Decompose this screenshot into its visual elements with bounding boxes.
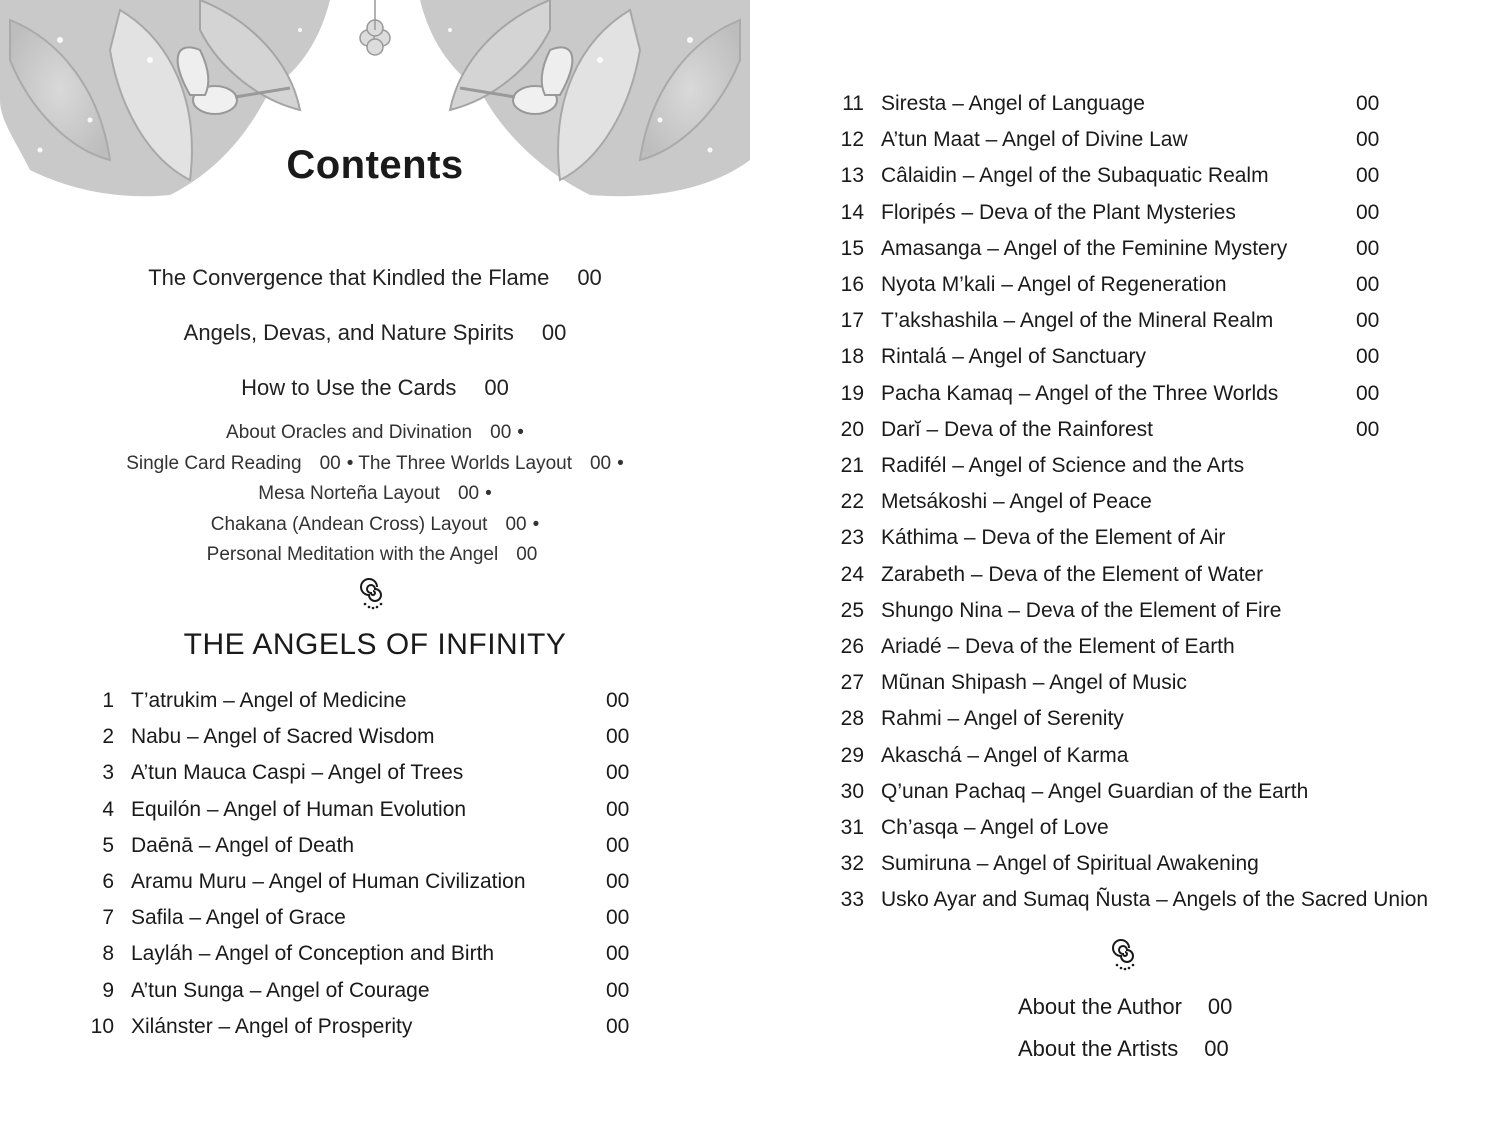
toc-entry-title: Amasanga – Angel of the Feminine Mystery <box>881 236 1288 260</box>
toc-entry-page: 00 <box>484 375 509 400</box>
toc-entry-title: Rahmi – Angel of Serenity <box>881 707 1124 731</box>
toc-entry-title: A’tun Maat – Angel of Divine Law <box>881 128 1188 152</box>
toc-entry[interactable] <box>750 810 1500 846</box>
toc-entry-page: 00 <box>1356 236 1380 260</box>
toc-entry-number: 15 <box>840 236 864 260</box>
toc-entry-title: Metsákoshi – Angel of Peace <box>881 490 1152 514</box>
toc-entry-page: 00 <box>606 906 630 930</box>
toc-entry-number: 1 <box>102 689 114 712</box>
spiral-ornament-icon <box>1108 937 1142 971</box>
toc-entry[interactable] <box>0 792 750 828</box>
toc-entry-number: 19 <box>840 381 864 405</box>
toc-entry-title: Rintalá – Angel of Sanctuary <box>881 345 1147 369</box>
toc-entry-page: 00 <box>606 689 630 712</box>
toc-entry-number: 26 <box>840 635 864 658</box>
toc-entry-title: Angels, Devas, and Nature Spirits <box>183 320 514 345</box>
toc-entry-page: 00 <box>606 797 630 821</box>
toc-entry-title: Ch’asqa – Angel of Love <box>881 816 1109 839</box>
toc-entry-title: Layláh – Angel of Conception and Birth <box>131 942 495 966</box>
toc-entry-title: Aramu Muru – Angel of Human Civilization <box>131 870 526 893</box>
toc-entry-number: 24 <box>840 562 864 586</box>
toc-entry-page: 00 <box>1356 200 1380 224</box>
toc-entry-title: Shungo Nina – Deva of the Element of Fire <box>881 598 1282 622</box>
toc-entry-title: About the Artists <box>1018 1036 1179 1061</box>
toc-entry[interactable] <box>0 719 750 755</box>
toc-entry-number: 17 <box>840 309 864 333</box>
toc-entry[interactable] <box>750 195 1500 231</box>
toc-entry[interactable] <box>750 231 1500 267</box>
toc-entry-number: 33 <box>840 888 864 912</box>
toc-entry-page: 00 <box>1356 273 1380 296</box>
toc-entry-number: 31 <box>840 816 864 839</box>
toc-entry-number: 12 <box>840 128 864 152</box>
toc-entry-title: Ariadé – Deva of the Element of Earth <box>881 635 1235 658</box>
toc-entry-number: 13 <box>840 164 864 188</box>
toc-entry-title: Xilánster – Angel of Prosperity <box>131 1014 413 1038</box>
toc-entry[interactable] <box>750 448 1500 484</box>
toc-entry-title: Q’unan Pachaq – Angel Guardian of the Earth <box>881 779 1309 803</box>
toc-entry-title: Darĭ – Deva of the Rainforest <box>881 417 1153 441</box>
toc-entry[interactable] <box>750 484 1500 520</box>
toc-entry[interactable] <box>750 122 1500 158</box>
toc-entry-title: Daēnā – Angel of Death <box>131 833 355 857</box>
toc-entry[interactable] <box>0 936 750 972</box>
toc-entry[interactable] <box>0 973 750 1009</box>
toc-entry[interactable] <box>750 846 1500 882</box>
section-heading: THE ANGELS OF INFINITY <box>183 628 567 661</box>
toc-entry-title: A’tun Mauca Caspi – Angel of Trees <box>131 761 464 785</box>
subsection-entry[interactable]: Personal Meditation with the Angel 00 <box>206 544 538 565</box>
toc-entry[interactable] <box>0 375 750 401</box>
toc-entry-title: Radifél – Angel of Science and the Arts <box>881 454 1245 477</box>
toc-entry-page: 00 <box>1356 381 1380 405</box>
toc-entry-title: Nyota M’kali – Angel of Regeneration <box>881 273 1227 296</box>
toc-entry-number: 27 <box>840 671 864 695</box>
toc-entry-number: 11 <box>842 92 864 115</box>
toc-entry-page: 00 <box>1204 1036 1229 1061</box>
toc-entry-number: 3 <box>102 761 114 785</box>
toc-entry-number: 4 <box>102 797 114 821</box>
toc-entry-number: 23 <box>840 526 864 550</box>
toc-entry-page: 00 <box>577 265 602 290</box>
toc-entry-page: 00 <box>606 725 630 749</box>
toc-entry-number: 22 <box>840 490 864 514</box>
toc-entry-number: 25 <box>840 598 864 622</box>
toc-entry-page: 00 <box>1207 994 1233 1019</box>
toc-entry[interactable] <box>750 412 1500 448</box>
toc-entry-number: 18 <box>840 345 864 369</box>
toc-entry-title: Pacha Kamaq – Angel of the Three Worlds <box>881 381 1279 405</box>
toc-entry-page: 00 <box>606 978 630 1002</box>
toc-entry-page: 00 <box>1356 417 1380 441</box>
toc-entry-number: 9 <box>102 978 114 1002</box>
toc-entry[interactable] <box>750 738 1500 774</box>
toc-entry[interactable] <box>0 683 750 719</box>
toc-entry-page: 00 <box>606 833 630 857</box>
toc-entry-page: 00 <box>1356 128 1380 152</box>
toc-entry-about-author[interactable] <box>1018 994 1232 1020</box>
toc-entry[interactable] <box>0 864 750 900</box>
toc-entry-title: Nabu – Angel of Sacred Wisdom <box>131 725 435 749</box>
toc-entry[interactable] <box>750 665 1500 701</box>
toc-entry[interactable] <box>750 158 1500 194</box>
toc-entry-title: T’atrukim – Angel of Medicine <box>131 689 407 712</box>
toc-entry[interactable] <box>0 1009 750 1045</box>
toc-entry[interactable] <box>0 900 750 936</box>
subsection-entry[interactable]: The Three Worlds Layout 00 <box>358 452 612 474</box>
toc-entry-number: 8 <box>102 942 114 966</box>
toc-entry[interactable] <box>750 376 1500 412</box>
toc-entry-title: T’akshashila – Angel of the Mineral Realm <box>881 309 1274 333</box>
subsection-list: About Oracles and Divination 00 • Single Card Reading 00 • The Three Worlds Layout 00 • Mesa Norteña Layout 00 • Chakana (Andean Cross) Layout 00 • Personal Meditation with the Angel 00 <box>126 422 624 565</box>
toc-entry-page: 00 <box>1356 309 1380 333</box>
toc-entry-page: 00 <box>606 1014 630 1038</box>
right-page <box>750 0 1500 1145</box>
toc-entry-title: Káthima – Deva of the Element of Air <box>881 526 1226 550</box>
toc-entry[interactable] <box>750 629 1500 665</box>
toc-entry[interactable] <box>750 86 1500 122</box>
toc-entry-page: 00 <box>606 942 630 966</box>
toc-entry-number: 10 <box>90 1014 114 1038</box>
toc-entry-page: 00 <box>1356 345 1380 369</box>
subsection-entry[interactable]: Single Card Reading 00 <box>126 452 341 474</box>
toc-entry[interactable] <box>750 774 1500 810</box>
toc-entry-title: Equilón – Angel of Human Evolution <box>131 797 467 821</box>
toc-entry[interactable] <box>750 520 1500 556</box>
toc-entry-title: A’tun Sunga – Angel of Courage <box>131 978 430 1002</box>
toc-entry-title: Akaschá – Angel of Karma <box>881 743 1129 767</box>
toc-entry-number: 30 <box>840 779 864 803</box>
toc-entry-title: Zarabeth – Deva of the Element of Water <box>881 562 1264 586</box>
toc-entry-title: About the Author <box>1018 994 1182 1019</box>
toc-entry-number: 7 <box>102 906 114 930</box>
toc-entry-page: 00 <box>606 761 630 785</box>
toc-entry-number: 14 <box>840 200 864 224</box>
toc-entry-page: 00 <box>1356 164 1380 188</box>
toc-entry-title: Safila – Angel of Grace <box>131 906 346 930</box>
toc-entry-about-artists[interactable] <box>1018 1036 1229 1062</box>
toc-entry-number: 28 <box>840 707 864 731</box>
toc-entry-number: 5 <box>102 833 114 857</box>
toc-entry-number: 32 <box>840 852 864 876</box>
toc-entry-number: 2 <box>102 725 114 749</box>
toc-entry-title: Siresta – Angel of Language <box>881 92 1145 115</box>
toc-entry[interactable] <box>0 265 750 291</box>
subsection-entry[interactable]: About Oracles and Divination 00 <box>226 422 512 443</box>
toc-entry-number: 6 <box>102 870 114 893</box>
toc-entry[interactable] <box>750 701 1500 737</box>
subsection-entry[interactable]: Chakana (Andean Cross) Layout 00 <box>210 513 527 535</box>
toc-entry-page: 00 <box>541 320 567 345</box>
toc-entry[interactable] <box>0 828 750 864</box>
toc-entry-title: Floripés – Deva of the Plant Mysteries <box>881 200 1236 224</box>
toc-entry-number: 16 <box>840 273 864 296</box>
page-title: Contents <box>286 143 464 187</box>
toc-entry[interactable] <box>750 339 1500 375</box>
toc-entry[interactable] <box>750 593 1500 629</box>
toc-entry[interactable] <box>750 882 1500 918</box>
toc-entry[interactable] <box>750 267 1500 303</box>
toc-entry-number: 20 <box>840 417 864 441</box>
toc-entry-number: 29 <box>840 743 864 767</box>
spiral-ornament-icon <box>356 576 390 610</box>
toc-entry-title: Sumiruna – Angel of Spiritual Awakening <box>881 852 1259 876</box>
toc-entry-title: Usko Ayar and Sumaq Ñusta – Angels of the Sacred Union <box>881 888 1429 912</box>
toc-entry[interactable] <box>750 557 1500 593</box>
toc-entry-page: 00 <box>606 870 630 893</box>
subsection-entry[interactable]: Mesa Norteña Layout 00 <box>258 483 480 504</box>
toc-entry-number: 21 <box>840 454 864 477</box>
toc-entry-title: Câlaidin – Angel of the Subaquatic Realm <box>881 164 1269 188</box>
toc-entry-page: 00 <box>1356 92 1380 115</box>
toc-entry-title: How to Use the Cards <box>241 375 457 400</box>
toc-entry[interactable] <box>0 320 750 346</box>
toc-entry[interactable] <box>0 755 750 791</box>
toc-entry[interactable] <box>750 303 1500 339</box>
toc-entry-title: The Convergence that Kindled the Flame <box>148 265 550 290</box>
toc-entry-title: Mũnan Shipash – Angel of Music <box>881 671 1187 695</box>
